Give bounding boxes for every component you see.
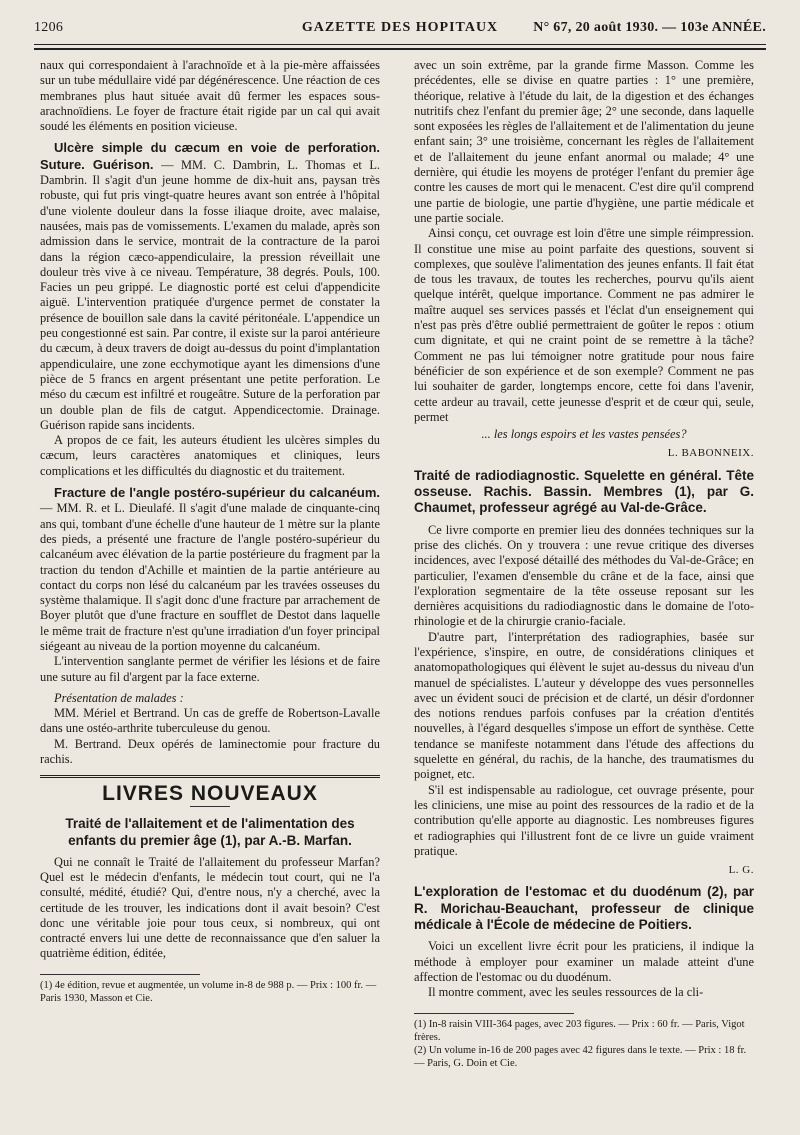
page-number: 1206 — [34, 20, 64, 35]
paragraph: MM. Mériel et Bertrand. Un cas de greffe de Robertson-Lavalle dans une ostéo-arthrite tuberculeuse du genou. — [40, 706, 380, 736]
journal-title: GAZETTE DES HOPITAUX — [301, 20, 499, 35]
section-title: LIVRES NOUVEAUX — [102, 782, 318, 806]
section-rule — [40, 775, 380, 778]
book-title: L'exploration de l'estomac et du duodénum (2), par R. Morichau-Beauchant, professeur de clinique médicale à l'École de médecine de Poitiers. — [414, 884, 754, 933]
paragraph: L'intervention sanglante permet de vérifier les lésions et de faire une suture au fil d'argent par la face externe. — [40, 654, 380, 684]
right-column — [414, 58, 754, 1070]
article-authors: — MM. C. Dambrin, L. Thomas et L. Dambrin. — [40, 157, 380, 188]
paragraph: D'autre part, l'interprétation des radiographies, basée sur l'expérience, s'inspire, en outre, de considérations cliniques et anatomopathologiques qui élèvent le sujet au-dessus du niveau d'un manuel de spécialistes. L'auteur y développe des vues personnelles avec un évident souci de précision et de clarté, un désir d'ordonner des notions rendues parfois confuses par la création d'entités nouvelles, à l'égard desquelles s'impose un effort de synthèse. Cette tendance se manifeste notamment dans l'étude des affections du squelette en général, du rachis, de la hanche, des traumatismes du poignet, etc. — [414, 629, 754, 782]
footnote: (1) In-8 raisin VIII-364 pages, avec 203 figures. — Prix : 60 fr. — Paris, Vigot frères. — [414, 1018, 745, 1043]
article-heading: Ulcère simple du cæcum en voie de perforation. Suture. Guérison. — [40, 140, 380, 172]
paragraph: Il s'agit d'un jeune homme de dix-huit ans, paysan très robuste, qui fut pris vingt-quatre heures avant son entrée à l'hôpital d'une violente douleur dans la fosse iliaque droite, avec malaise, nausées, mais pas de vomissements. L'examen du malade, après son admission dans le service, montrait de la contracture de la paroi dans la région cæco-appendiculaire, la pression réveillait une douleur très vive à ce niveau. Température, 38 degrés. Pouls, 100. Facies un peu grippé. Le diagnostic porté est celui d'appendicite aiguë. L'intervention pratiquée d'urgence permet de constater la présence de bouillon sale dans la cavité péritonéale. L'appendice un peu congestionné est sain. Par contre, il existe sur la paroi antérieure du cæcum, à deux travers de doigt au-dessus du point d'implantation appendiculaire, une zone ecchymotique ayant les dimensions d'une pièce de 5 francs en argent présentant une petite perforation. Le méso du cæcum est infiltré et rougeâtre. Suture de la perforation par un double plan de fils de catgut. Appendicectomie. Drainage. Guérison rapide sans incidents. — [40, 173, 380, 432]
paragraph: Il montre comment, avec les seules ressources de la cli- — [428, 985, 704, 1000]
paragraph: naux qui correspondaient à l'arachnoïde et à la pie-mère affaissées sur un tube médullaire vidé par dégénérescence. Une réaction de ces membranes plus haut située avait dû fermer les espaces sous-arachnoïdiens. Le foyer de fracture était rigide par un cal qui avait soudé les éléments en position vicieuse. — [40, 58, 380, 134]
page-header — [34, 12, 766, 38]
paragraph: Ainsi conçu, cet ouvrage est loin d'être une simple réimpression. Il constitue une mise au point parfaite des questions, souvent si complexes, que soulève l'alimentation des jeunes enfants. Il fait état de tous les travaux, de toutes les recherches, pourvu qu'ils aient quelque intérêt, quelque importance. Comment ne pas admirer le maître auquel ses services passés et l'éclat d'un enseignement qui n'est pas près d'être oublié permettraient de goûter le repos : otium cum dignitate, et qui ne craint point de se remettre à la tâche? Comment ne pas lui témoigner notre gratitude pour nous faire bénéficier de son expérience et de son exemple? Comment ne pas lui souhaiter de garder, longtemps encore, cette foi dans l'avenir, cette ardeur au travail, cette jeunesse d'esprit et de cœur qui, seule, permet — [414, 226, 754, 424]
paragraph: Voici un excellent livre écrit pour les praticiens, il indique la méthode à employer pour examiner un malade atteint d'une affection de l'estomac ou du duodénum. — [414, 939, 754, 984]
presentation-heading: Présentation de malades : — [54, 690, 184, 705]
paragraph: Il s'agit d'une malade de cinquante-cinq ans qui, tombant d'une échelle d'une hauteur de 1 mètre sur la plante des pieds, a présenté une fracture de l'angle postéro-supérieur du calcanéum avec élévation de la partie postérieure du fragment par la traction du tendon d'Achille et maintien de la partie antérieure au contact du corps non lésé du calcanéum par les travées osseuses du système thalamique. Il s'agit donc d'une fracture par arrachement de Boyer plutôt que d'une fracture en soufflet de Destot dans laquelle le même trait de fracture n'est qu'une irradiation d'un foyer principal siégeant au niveau de la portion moyenne du calcanéum. — [40, 501, 380, 653]
left-column — [40, 58, 380, 1005]
footnote-rule — [414, 1013, 574, 1014]
issue-info: N° 67, 20 août 1930. — 103e ANNÉE. — [533, 20, 766, 35]
footnote: (1) 4e édition, revue et augmentée, un volume in-8 de 988 p. — Prix : 100 fr. — Paris 1930, Masson et Cie. — [40, 979, 377, 1004]
paragraph: avec un soin extrême, par la grande firme Masson. Comme les précédentes, elle se divise en quatre parties : 1° une première, théorique, relative à l'étude du lait, de la digestion et des échanges nutritifs chez l'enfant du premier âge; 2° une seconde, dans laquelle sont exposées les règles de l'allaitement et de l'alimentation du jeune enfant sain; 3° une troisième, concernant les règles de l'allaitement et de l'allaitement du jeune enfant anormal ou malade; 4° une dernière, qui étudie les moyens de protéger l'enfant du premier âge contre les causes de mort qui le menacent. C'est dire qu'il comprend une partie de biologie, une partie d'hygiène, une partie médicale et une partie sociale. — [414, 58, 754, 225]
paragraph: Qui ne connaît le Traité de l'allaitement du professeur Marfan? Quel est le médecin d'enfants, le médecin tout court, qui ne l'a consulté, médité, étudié? Qui, d'entre nous, n'y a cherché, avec la certitude de les trouver, les indications dont il avait besoin? C'est donc une véritable joie pour tous ceux, si nombreux, qui ont contracté envers lui une dette de reconnaissance que d'en saluer la quatrième édition, éditée, — [40, 854, 380, 961]
paragraph: S'il est indispensable au radiologue, cet ouvrage présente, pour les cliniciens, une mise au point des ressources de la radio et de la contribution qu'elle apporte au diagnostic. Les nombreuses figures et radiographies qui l'illustrent font de ce livre un guide vraiment pratique. — [414, 782, 754, 858]
paragraph: A propos de ce fait, les auteurs étudient les ulcères simples du cæcum, leurs caractères anatomiques et cliniques, leurs complications et les difficultés du diagnostic et du traitement. — [40, 433, 380, 478]
article-heading: Fracture de l'angle postéro-supérieur du calcanéum. — [54, 485, 380, 501]
article-fracture — [40, 485, 380, 654]
signature: L. BABONNEIX. — [667, 447, 754, 460]
paragraph: M. Bertrand. Deux opérés de laminectomie pour fracture du rachis. — [40, 736, 380, 767]
quote: ... les longs espoirs et les vastes pensées? — [481, 427, 687, 442]
article-authors: — MM. R. et L. Dieulafé. — [40, 501, 175, 516]
footnote-rule — [40, 974, 200, 975]
book-title: Traité de l'allaitement et de l'alimentation des enfants du premier âge (1), par A.-B. Marfan. — [65, 815, 355, 848]
article-ulcere — [40, 140, 380, 433]
divider — [190, 806, 230, 807]
header-rule — [34, 44, 766, 45]
book-title: Traité de radiodiagnostic. Squelette en général. Tête osseuse. Rachis. Bassin. Membres (1), par G. Chaumet, professeur agrégé au Val-de-Grâce. — [414, 467, 754, 516]
footnote: (2) Un volume in-16 de 200 pages avec 42 figures dans le texte. — Prix : 18 fr. — Paris, G. Doin et Cie. — [414, 1044, 747, 1069]
signature: L. G. — [728, 864, 754, 877]
paragraph: Ce livre comporte en premier lieu des données techniques sur la prise des clichés. On y trouvera : une revue critique des diverses incidences, avec l'exposé détaillé des méthodes du Val-de-Grâce; en particulier, l'examen d'ensemble du crâne et de la face, ainsi que l'exploration segmentaire de la tête osseuse reposant sur les dernières acquisitions du radiodiagnostic dans le domaine de l'oto-rhinologie et de la chirurgie cranio-faciale. — [414, 522, 754, 629]
header-rule-thick — [34, 48, 766, 50]
